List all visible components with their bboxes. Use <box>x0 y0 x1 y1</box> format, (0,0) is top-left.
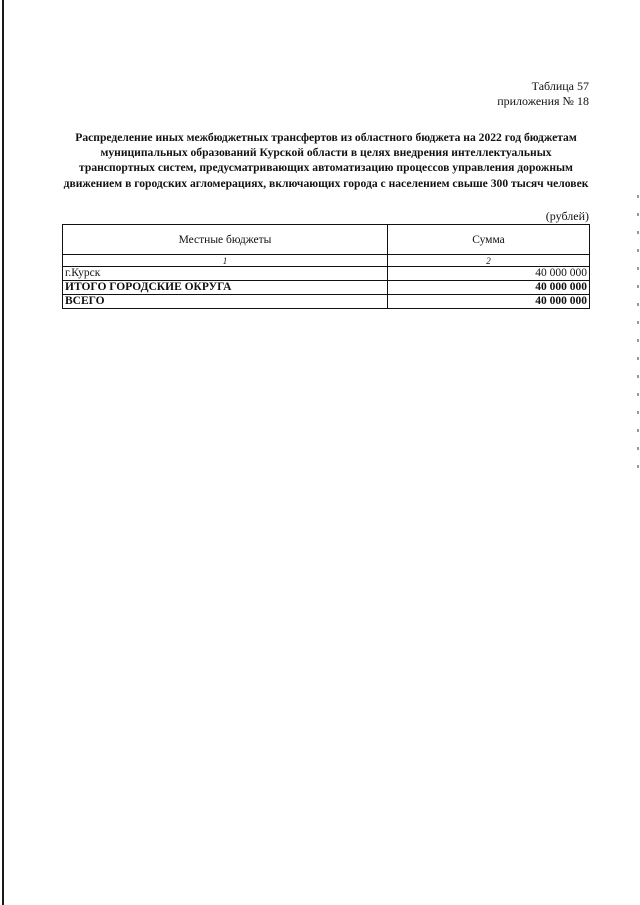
row-name: г.Курск <box>63 267 388 281</box>
table-row <box>63 281 590 295</box>
table-reference: Таблица 57 <box>531 79 589 93</box>
document-reference <box>497 79 589 109</box>
budget-table <box>62 224 590 309</box>
scan-right-marks <box>637 195 639 475</box>
column-number-row <box>63 255 590 267</box>
appendix-reference: приложения № 18 <box>497 94 589 108</box>
column-header-local-budgets: Местные бюджеты <box>63 225 388 255</box>
table-header-row <box>63 225 590 255</box>
table-row <box>63 267 590 281</box>
column-number-2: 2 <box>388 255 590 267</box>
units-label: (рублей) <box>545 209 589 223</box>
document-title: Распределение иных межбюджетных трансфертов из областного бюджета на 2022 год бюджетам муниципальных образований Курской области в целях внедрения интеллектуальных транспортных систем, предусматривающих автоматизацию процессов управления дорожным движением в городских агломерациях, включающих города с населением свыше 300 тысяч человек <box>63 131 589 190</box>
row-amount: 40 000 000 <box>388 267 590 281</box>
scan-left-edge <box>2 0 4 905</box>
row-name: ВСЕГО <box>63 295 388 309</box>
row-name: ИТОГО ГОРОДСКИЕ ОКРУГА <box>63 281 388 295</box>
row-amount: 40 000 000 <box>388 281 590 295</box>
column-header-amount: Сумма <box>388 225 590 255</box>
row-amount: 40 000 000 <box>388 295 590 309</box>
column-number-1: 1 <box>63 255 388 267</box>
table-row <box>63 295 590 309</box>
